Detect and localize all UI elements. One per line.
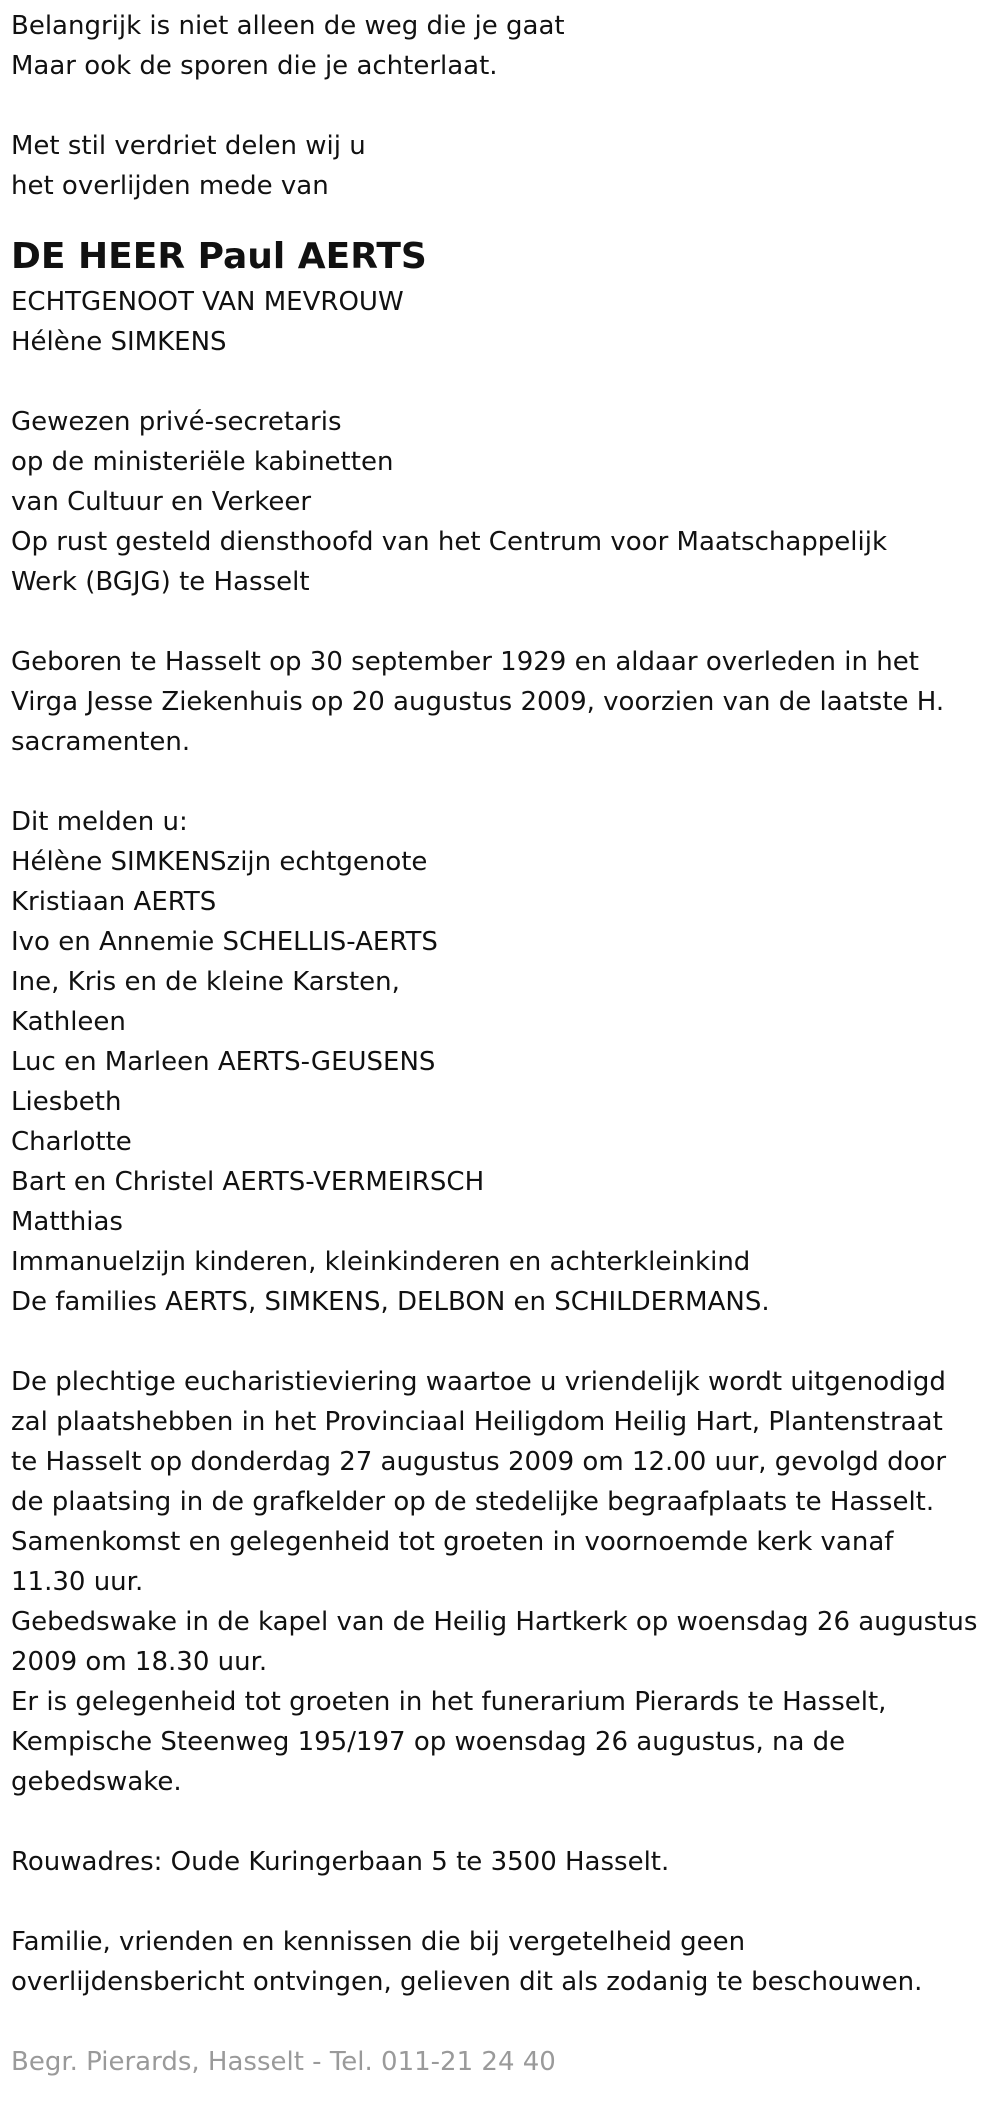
family-line: Matthias — [11, 1207, 123, 1237]
career-line: Werk (BGJG) te Hasselt — [11, 567, 310, 597]
birth-death-line: Geboren te Hasselt op 30 september 1929 en aldaar overleden in het — [11, 647, 919, 677]
birth-death-line: Virga Jesse Ziekenhuis op 20 augustus 2009, voorzien van de laatste H. — [11, 687, 945, 717]
address: Rouwadres: Oude Kuringerbaan 5 te 3500 Hasselt. — [11, 1847, 670, 1877]
ceremony-line: Er is gelegenheid tot groeten in het funerarium Pierards te Hasselt, — [11, 1687, 887, 1717]
intro-line: het overlijden mede van — [11, 171, 329, 201]
family-heading: Dit melden u: — [11, 807, 188, 837]
career — [11, 402, 996, 602]
poem-line: Belangrijk is niet alleen de weg die je gaat — [11, 11, 565, 41]
intro-line: Met stil verdriet delen wij u — [11, 131, 366, 161]
ceremony-line: De plechtige eucharistieviering waartoe u vriendelijk wordt uitgenodigd — [11, 1367, 946, 1397]
birth-death-line: sacramenten. — [11, 727, 191, 757]
career-line: Gewezen privé-secretaris — [11, 407, 342, 437]
family — [11, 802, 996, 1322]
intro — [11, 126, 996, 206]
poem-line: Maar ook de sporen die je achterlaat. — [11, 51, 498, 81]
ceremony-line: Samenkomst en gelegenheid tot groeten in voornoemde kerk vanaf — [11, 1527, 894, 1557]
family-line: Bart en Christel AERTS-VERMEIRSCH — [11, 1167, 485, 1197]
poem — [11, 6, 996, 86]
career-line: op de ministeriële kabinetten — [11, 447, 394, 477]
ceremony-line: te Hasselt op donderdag 27 augustus 2009 om 12.00 uur, gevolgd door — [11, 1447, 947, 1477]
family-line: Luc en Marleen AERTS-GEUSENS — [11, 1047, 436, 1077]
ceremony-line: zal plaatshebben in het Provinciaal Heiligdom Heilig Hart, Plantenstraat — [11, 1407, 943, 1437]
birth-death — [11, 642, 996, 762]
deceased — [11, 234, 996, 362]
death-notice — [11, 6, 996, 2082]
ceremony — [11, 1362, 996, 1802]
family-line: Charlotte — [11, 1127, 132, 1157]
ceremony-line: gebedswake. — [11, 1767, 182, 1797]
ceremony-line: Kempische Steenweg 195/197 op woensdag 26 augustus, na de — [11, 1727, 846, 1757]
deceased-spouse: Hélène SIMKENS — [11, 327, 227, 357]
family-line: Ine, Kris en de kleine Karsten, — [11, 967, 400, 997]
career-line: Op rust gesteld diensthoofd van het Centrum voor Maatschappelijk — [11, 527, 888, 557]
family-line: Hélène SIMKENSzijn echtgenote — [11, 847, 428, 877]
deceased-name: DE HEER Paul AERTS — [11, 236, 427, 277]
notice — [11, 1922, 996, 2002]
family-line: De families AERTS, SIMKENS, DELBON en SCHILDERMANS. — [11, 1287, 770, 1317]
ceremony-line: 2009 om 18.30 uur. — [11, 1647, 268, 1677]
notice-line: Familie, vrienden en kennissen die bij vergetelheid geen — [11, 1927, 746, 1957]
funeral-home-footer: Begr. Pierards, Hasselt - Tel. 011-21 24 40 — [11, 2047, 556, 2077]
family-line: Liesbeth — [11, 1087, 122, 1117]
family-line: Kristiaan AERTS — [11, 887, 217, 917]
ceremony-line: 11.30 uur. — [11, 1567, 144, 1597]
family-line: Ivo en Annemie SCHELLIS-AERTS — [11, 927, 438, 957]
family-line: Kathleen — [11, 1007, 126, 1037]
career-line: van Cultuur en Verkeer — [11, 487, 312, 517]
notice-line: overlijdensbericht ontvingen, gelieven dit als zodanig te beschouwen. — [11, 1967, 923, 1997]
ceremony-line: de plaatsing in de grafkelder op de stedelijke begraafplaats te Hasselt. — [11, 1487, 935, 1517]
deceased-relation: ECHTGENOOT VAN MEVROUW — [11, 287, 404, 317]
ceremony-line: Gebedswake in de kapel van de Heilig Hartkerk op woensdag 26 augustus — [11, 1607, 978, 1637]
family-line: Immanuelzijn kinderen, kleinkinderen en achterkleinkind — [11, 1247, 751, 1277]
